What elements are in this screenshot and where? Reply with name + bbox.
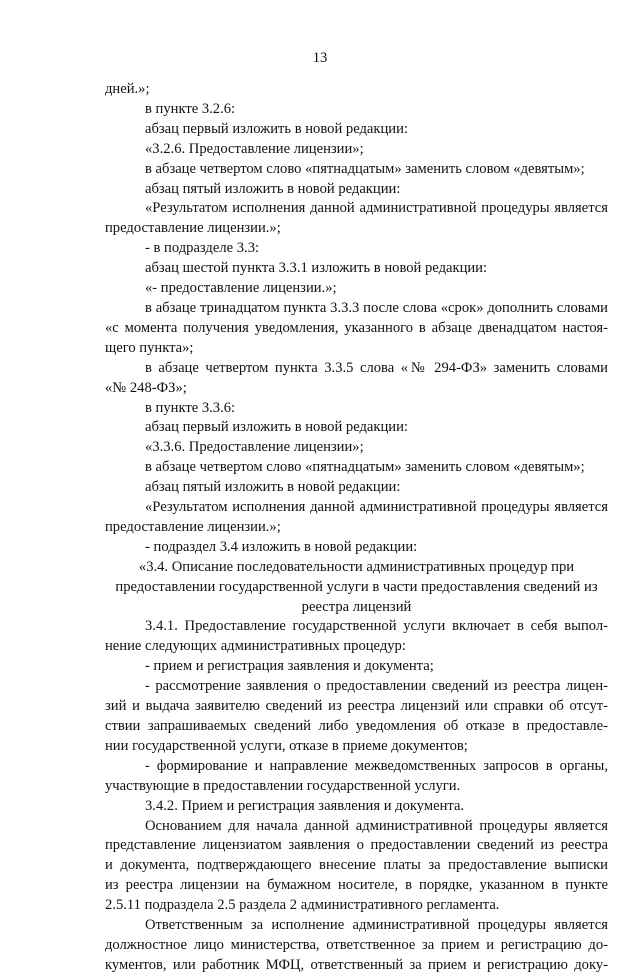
text-line: представление лицензиатом заявления о предоставлении сведений из реестра (105, 837, 608, 854)
text-line: из реестра лицензии на бумажном носителе, в порядке, указанном в пункте (105, 877, 608, 894)
text-line: в абзаце четвертом слово «пятнадцатым» заменить словом «девятым»; (145, 459, 585, 476)
text-line: Основанием для начала данной административной процедуры является (145, 817, 608, 834)
text-line: нии государственной услуги, отказе в приеме документов; (105, 737, 468, 754)
text-line: «Результатом исполнения данной административной процедуры является (145, 499, 608, 516)
text-line: предоставлении государственной услуги в части предоставления сведений из (115, 578, 598, 595)
text-line: - формирование и направление межведомственных запросов в органы, (145, 757, 608, 774)
text-line: абзац шестой пункта 3.3.1 изложить в новой редакции: (145, 260, 488, 277)
text-line: 3.4.1. Предоставление государственной услуги включает в себя выпол- (145, 618, 608, 635)
text-line: 2.5.11 подраздела 2.5 раздела 2 административного регламента. (105, 897, 500, 914)
text-line: Ответственным за исполнение административной процедуры является (145, 917, 608, 934)
text-line: в абзаце четвертом пункта 3.3.5 слова «№ 294-ФЗ» заменить словами (145, 359, 608, 376)
text-line: в абзаце тринадцатом пункта 3.3.3 после слова «срок» дополнить словами (145, 299, 608, 316)
text-line: абзац пятый изложить в новой редакции: (145, 479, 401, 496)
text-line: должностное лицо министерства, ответственное за прием и регистрацию до- (105, 936, 608, 953)
document-body (105, 80, 608, 976)
text-line: «№ 248-ФЗ»; (105, 379, 187, 396)
text-line: «3.2.6. Предоставление лицензии»; (145, 140, 364, 157)
text-line: 3.4.2. Прием и регистрация заявления и документа. (145, 797, 465, 814)
text-line: «3.3.6. Предоставление лицензии»; (145, 439, 364, 456)
text-line: нение следующих административных процедур: (105, 638, 406, 655)
text-line: абзац первый изложить в новой редакции: (145, 120, 408, 137)
text-line: в пункте 3.2.6: (145, 100, 236, 117)
text-line: в абзаце четвертом слово «пятнадцатым» заменить словом «девятым»; (145, 160, 585, 177)
text-line: предоставление лицензии.»; (105, 220, 281, 237)
text-line: ствии запрашиваемых сведений либо уведомления об отказе в предоставле- (105, 718, 608, 734)
text-line: - подраздел 3.4 изложить в новой редакции: (145, 538, 418, 555)
text-line: «- предоставление лицензии.»; (145, 280, 337, 297)
page-number: 13 (312, 50, 328, 66)
text-line: «с момента получения уведомления, указанного в абзаце двенадцатом настоя- (105, 319, 608, 336)
text-line: дней.»; (105, 81, 150, 97)
text-line: абзац пятый изложить в новой редакции: (145, 180, 401, 197)
text-line: «3.4. Описание последовательности административных процедур при (138, 558, 575, 575)
text-line: - прием и регистрация заявления и документа; (145, 658, 434, 675)
text-line: кументов, или работник МФЦ, ответственный за прием и регистрацию доку- (105, 956, 608, 973)
text-line: «Результатом исполнения данной административной процедуры является (145, 200, 608, 217)
text-line: щего пункта»; (105, 339, 194, 356)
text-line: и документа, подтверждающего внесение платы за предоставление выписки (105, 857, 608, 874)
text-line: участвующие в предоставлении государственной услуги. (105, 777, 461, 794)
text-line: - рассмотрение заявления о предоставлении сведений из реестра лицен- (145, 678, 608, 695)
text-line: реестра лицензий (301, 598, 412, 615)
text-line: - в подразделе 3.3: (145, 240, 260, 257)
text-line: зий и выдача заявителю сведений из реестра лицензий или справки об отсут- (105, 698, 608, 715)
text-line: абзац первый изложить в новой редакции: (145, 419, 408, 436)
text-line: в пункте 3.3.6: (145, 399, 236, 416)
text-line: предоставление лицензии.»; (105, 518, 281, 535)
